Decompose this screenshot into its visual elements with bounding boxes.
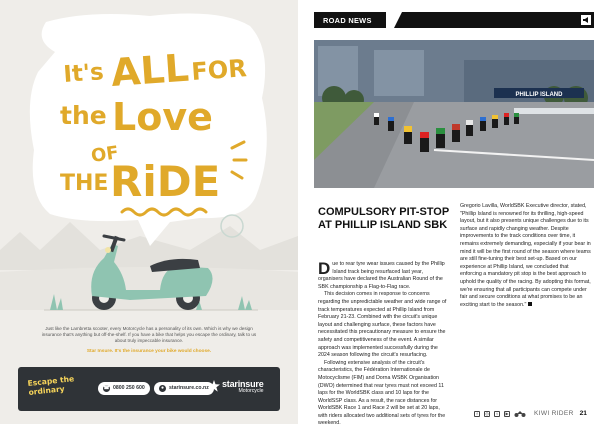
headline-the-2: THE — [60, 171, 109, 196]
twitter-icon[interactable]: t — [494, 411, 500, 417]
phone-pill[interactable] — [98, 382, 150, 395]
drop-cap: D — [318, 259, 331, 278]
article-headline — [318, 206, 458, 231]
headline-all: ALL — [109, 45, 191, 95]
headline-the: the — [60, 101, 107, 130]
headline-its: It's — [62, 59, 105, 88]
page-number: 21 — [579, 410, 587, 417]
article-column-2 — [460, 203, 591, 309]
end-mark — [528, 302, 532, 306]
instagram-icon[interactable]: ◎ — [485, 410, 489, 416]
motorcycle-icon — [514, 410, 526, 417]
headline-line-1: COMPULSORY PIT-STOP — [318, 206, 450, 218]
paragraph-3: Following extensive analysis of the circuit's characteristics, the Fédération Internationale de Motocyclisme (FIM) and Dorna WSBK Organisation (DWO) determined that rear tyres must not exceed 11 laps for the WorldSBK class and 10 laps for the WorldSSP class. As a result, the race distances for WorldSBK Race 1 and Race 2 will be set at 20 laps, with riders allocated two additional sets of tyres for the weekend. — [318, 359, 446, 427]
paragraph-4: Gregorio Lavilla, WorldSBK Executive director, stated, "Phillip Island is renowned for its thrilling, high-speed layout, but it also presents unique challenges due to its surface and rapidly changing weather. Despite improvements to the track conditions over time, it remains extremely demanding, especially if your bear in mind it will be the first round of the season where teams are still fine-tuning their best set-up. Based on our experience at Phillip Island, we concluded that enforcing a mandatory pit stop is the best approach to uphold the quality of the racing. By adopting this format, we're ensuring that all participants can compete under fair and secure conditions at what promises to be an exciting start to the season." — [460, 203, 591, 308]
megaphone-icon — [581, 15, 591, 25]
ad-body-text: Just like the Lambretta scooter, every Motorcycle has a personality of its own. Which is why we design insurance that's anything but off-the-shelf. If you have a bike that helps you escape the ordinary, talk to us about truly impeccable insurance. — [41, 326, 257, 343]
brand-name: starinsure — [222, 379, 264, 389]
website-pill[interactable] — [154, 382, 214, 395]
phone-icon: ☎ — [103, 385, 110, 391]
page-footer — [474, 410, 587, 417]
slogan-text: Escape the ordinary — [27, 374, 75, 397]
ad-footer-banner — [18, 367, 280, 411]
race-start-photo — [314, 40, 594, 188]
globe-icon: ● — [160, 385, 165, 391]
phone-number: 0800 250 600 — [113, 385, 145, 391]
star-icon — [208, 380, 220, 392]
facebook-icon[interactable]: f — [474, 411, 480, 417]
paragraph-1: Due to rear tyre wear issues caused by the Phillip Island track being resurfaced last year, organisers have declared the Australian Round of the SBK championship a Flag-to-Flag race. — [318, 259, 445, 290]
ad-illustration — [0, 0, 298, 424]
article-page — [300, 0, 600, 427]
website-link: starinsure.co.nz — [169, 385, 209, 391]
headline-line-2: AT PHILLIP ISLAND SBK — [318, 218, 448, 231]
star-insure-logo — [222, 379, 264, 394]
youtube-icon[interactable]: ▶ — [505, 410, 509, 416]
headline-of: OF — [89, 142, 121, 167]
publication-name: KIWI RIDER — [534, 410, 574, 417]
section-label: ROAD NEWS — [323, 16, 372, 25]
article-column-1 — [318, 259, 449, 427]
headline-for: FOR — [190, 54, 248, 86]
section-header — [314, 12, 594, 28]
ad-tagline: Star Insure. It's the insurance your bike would choose. — [86, 349, 212, 354]
brand-sub: Motorcycle — [238, 388, 264, 394]
headline-ride: RiDE — [110, 157, 221, 206]
headline-love: Love — [112, 95, 213, 139]
header-notch-decoration — [386, 12, 402, 28]
track-banner-text: PHILLIP ISLAND — [515, 92, 563, 98]
advertisement-page — [0, 0, 298, 424]
paragraph-2: This decision comes in response to concerns regarding the unpredictable weather and wide range of track temperatures expected at Phillip Island from February 21-23. Combined with the circuit's unique layout and challenging surface, these factors have necessitated this precautionary measure to ensure the safety and competitiveness of the event. A similar approach was implemented successfully during the 2024 season following the circuit's resurfacing. — [318, 291, 447, 359]
